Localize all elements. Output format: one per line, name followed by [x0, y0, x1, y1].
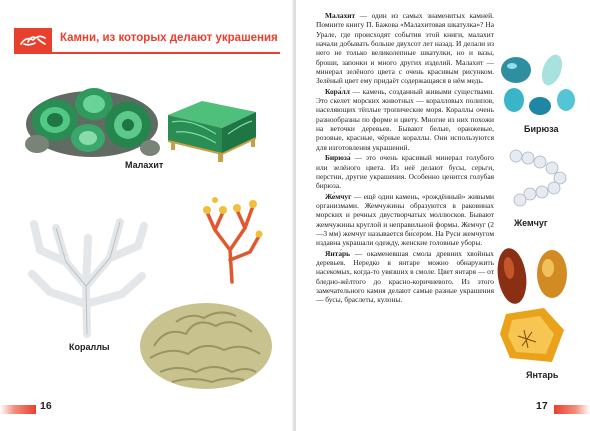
term-coral: Кора́лл	[325, 86, 350, 96]
turquoise-illustration	[496, 48, 582, 128]
term-pearl: Же́мчуг	[325, 191, 352, 201]
body-text	[316, 11, 494, 306]
pearl-illustration	[502, 146, 582, 214]
caption-corals: Кораллы	[69, 342, 110, 352]
term-malachite: Малахит	[325, 11, 356, 20]
paragraph-turquoise: Бирюза́ — это очень красивый минерал голубого или зелёного цвета. Из неё делают бусы, серьги, перстни, другие украшения. Особенно ценится голубая бирюза.	[316, 153, 494, 191]
section-header	[14, 28, 280, 52]
caption-amber: Янтарь	[526, 370, 559, 380]
caption-pearl: Жемчуг	[514, 218, 548, 228]
page-number-left: 16	[40, 400, 52, 412]
malachite-stone-illustration	[22, 78, 162, 160]
header-icon-box	[14, 28, 52, 52]
brain-coral-illustration	[136, 292, 276, 392]
paragraph-coral: Кора́лл — камень, созданный живыми существами. Это скелет морских животных — коралловых полипов, населяющих тёплые тропические моря. Кораллы очень разнообразны по форме и цвету. Многие из них похожи на веточки деревьев. Бывают белые, оранжевые, розовые, красные, чёрные кораллы. Они используются для изготовления украшений.	[316, 86, 494, 152]
page-number-right: 17	[536, 400, 548, 412]
paragraph-malachite: Малахит — один из самых знаменитых камней. Помните книгу П. Бажова «Малахитовая шкатулка»? На Урале, где происходят события этой книги, малахит начали добывать больше двухсот лет назад. И делали из него не только великолепные шкатулки, но и вазы, броши, запонки и много других изделий. Малахит — минерал зелёного цвета с очень красивым рисунком. Зелёный цвет ему придаёт содержащаяся в нём медь.	[316, 11, 494, 86]
caption-turquoise: Бирюза	[524, 124, 559, 134]
caption-malachite: Малахит	[125, 160, 164, 170]
paragraph-pearl: Же́мчуг — ещё один камень, «рождённый» живыми организмами. Жемчужины образуются в раковинах морских и речных двустворчатых моллюсков. Бывают жемчужины круглой и неправильной формы. Жемчуг (2—3 мм) жемчуг называется би́сером. На Руси жемчугом издавна украшали одежду, женские головные уборы.	[316, 191, 494, 248]
paragraph-amber: Янта́рь — окаменевшая смола древних хвойных деревьев. Нередко в янтаре можно обнаружить насекомых, когда-то увязших в смоле. Цвет янтаря — от бледно-жёлтого до красно-коричневого. Из этого замечательного камня делают самые разные украшения — бусы, браслеты, кулоны.	[316, 248, 494, 305]
malachite-box-illustration	[162, 88, 260, 164]
white-coral-illustration	[26, 212, 148, 340]
coral-branch-icon	[14, 28, 52, 52]
term-amber: Янта́рь	[325, 248, 351, 258]
footer-bar-left	[0, 405, 36, 414]
page-title: Камни, из которых делают украшения	[60, 32, 278, 44]
red-coral-illustration	[195, 190, 265, 286]
footer-bar-right	[554, 405, 590, 414]
left-page	[0, 0, 294, 431]
term-turquoise: Бирюза́	[325, 153, 351, 163]
right-page	[296, 0, 590, 431]
amber-illustration	[492, 242, 582, 370]
